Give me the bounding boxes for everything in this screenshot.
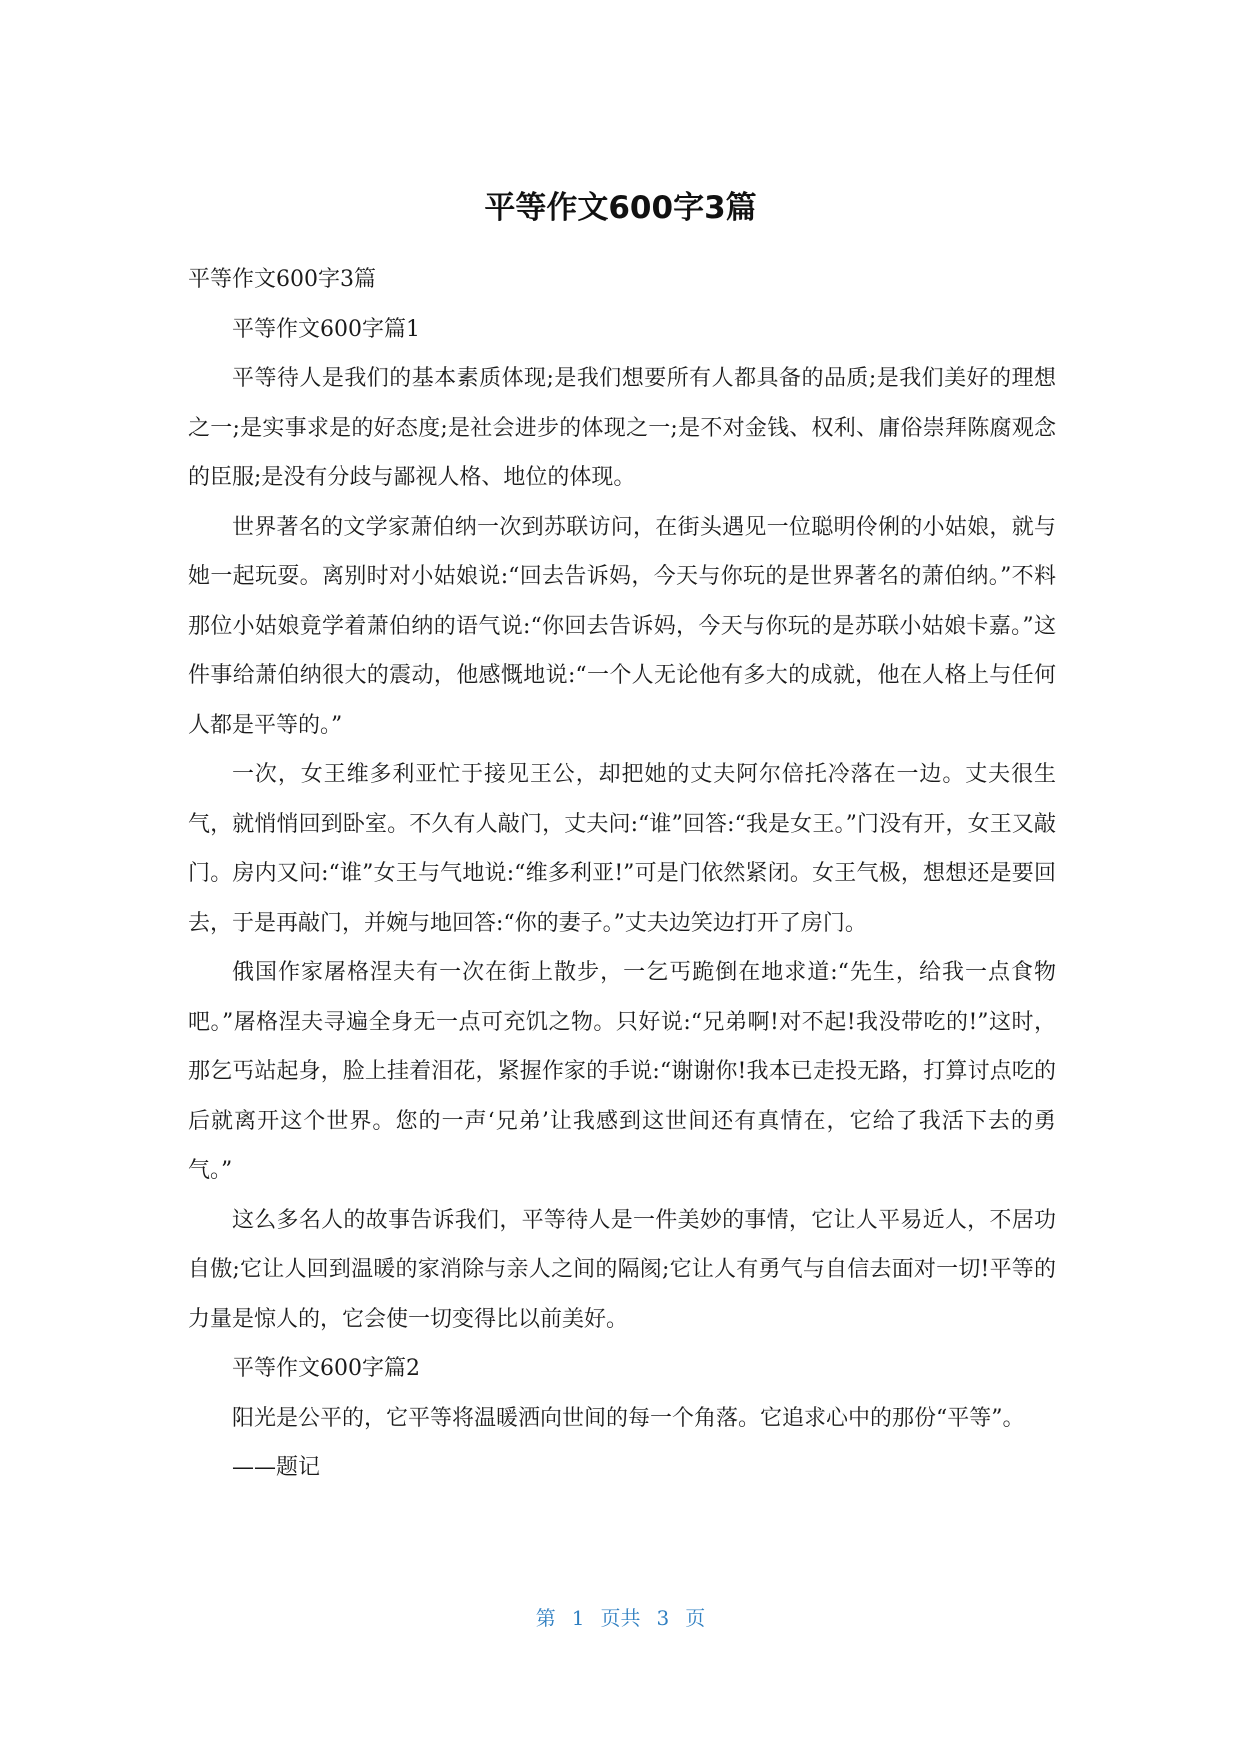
section-heading-2: 平等作文600字篇2 — [232, 1356, 420, 1381]
section-heading-1: 平等作文600字篇1 — [232, 316, 420, 342]
paragraph: 世界著名的文学家萧伯纳一次到苏联访问，在街头遇见一位聪明伶俐的小姑娘，就与她一起玩耍。离别时对小姑娘说:“回去告诉妈，今天与你玩的是世界著名的萧伯纳。”不料那位小姑娘竟学着萧伯纳的语气说:“你回去告诉妈，今天与你玩的是苏联小姑娘卡嘉。”这件事给萧伯纳很大的震动，他感慨地说:“一个人无论他有多大的成就，他在人格上与任何人都是平等的。” — [188, 514, 1056, 738]
page-footer — [0, 1604, 1241, 1632]
document-body — [188, 255, 1056, 1493]
paragraph: 一次，女王维多利亚忙于接见王公，却把她的丈夫阿尔倍托冷落在一边。丈夫很生气，就悄悄回到卧室。不久有人敲门，丈夫问:“谁”回答:“我是女王。”门没有开，女王又敲门。房内又问:“谁”女王与气地说:“维多利亚!”可是门依然紧闭。女王气极，想想还是要回去，于是再敲门，并婉与地回答:“你的妻子。”丈夫边笑边打开了房门。 — [188, 762, 1056, 936]
document-subtitle: 平等作文600字3篇 — [188, 267, 376, 292]
document-title: 平等作文600字3篇 — [484, 190, 757, 226]
footer-label-page: 第 — [535, 1606, 556, 1630]
footer-total-pages: 3 — [656, 1606, 670, 1630]
paragraph: 阳光是公平的，它平等将温暖洒向世间的每一个角落。它追求心中的那份“平等”。 — [232, 1405, 1025, 1431]
paragraph: 这么多名人的故事告诉我们，平等待人是一件美妙的事情，它让人平易近人，不居功自傲;它让人回到温暖的家消除与亲人之间的隔阂;它让人有勇气与自信去面对一切!平等的力量是惊人的，它会使一切变得比以前美好。 — [188, 1207, 1056, 1332]
paragraph: 俄国作家屠格涅夫有一次在街上散步，一乞丐跪倒在地求道:“先生，给我一点食物吧。”屠格涅夫寻遍全身无一点可充饥之物。只好说:“兄弟啊!对不起!我没带吃的!”这时，那乞丐站起身，脸上挂着泪花，紧握作家的手说:“谢谢你!我本已走投无路，打算讨点吃的后就离开这个世界。您的一声‘兄弟’让我感到这世间还有真情在，它给了我活下去的勇气。” — [188, 960, 1056, 1183]
epigraph-attribution: ——题记 — [232, 1455, 321, 1480]
footer-current-page: 1 — [571, 1606, 585, 1630]
paragraph: 平等待人是我们的基本素质体现;是我们想要所有人都具备的品质;是我们美好的理想之一;是实事求是的好态度;是社会进步的体现之一;是不对金钱、权利、庸俗崇拜陈腐观念的臣服;是没有分歧与鄙视人格、地位的体现。 — [188, 366, 1056, 490]
footer-label-end: 页 — [685, 1606, 706, 1630]
footer-label-total: 页共 — [600, 1606, 641, 1630]
